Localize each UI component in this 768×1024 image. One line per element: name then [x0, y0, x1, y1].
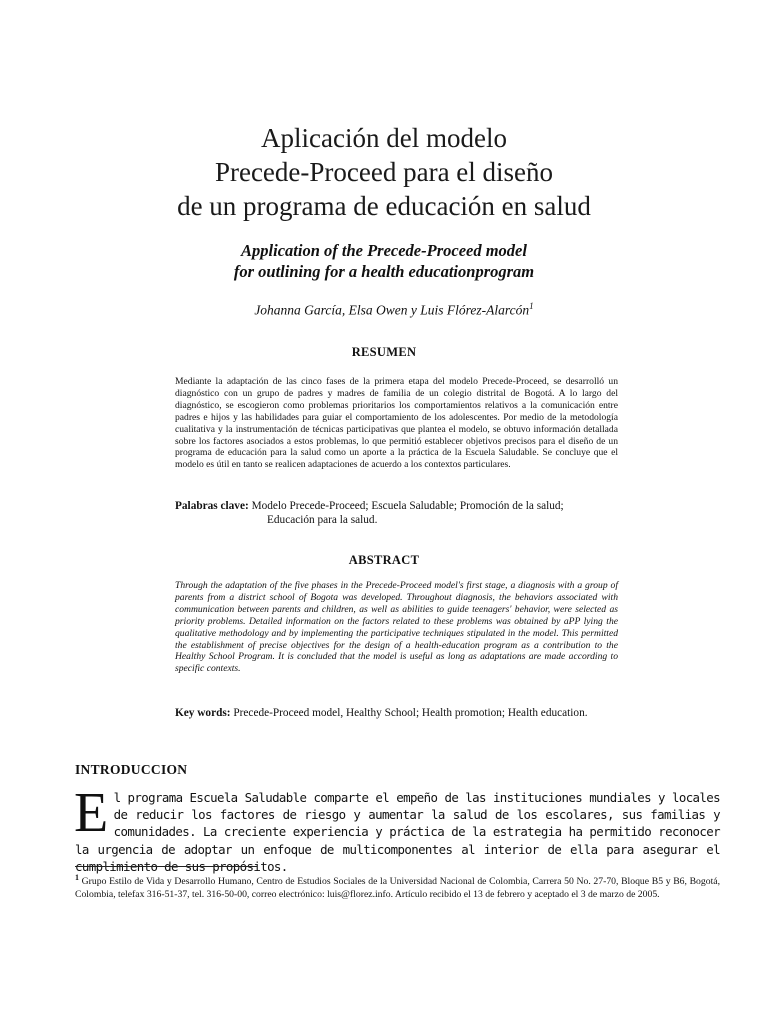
title-line-2: Precede-Proceed para el diseño — [214, 157, 554, 187]
introduction-heading: INTRODUCCION — [75, 762, 188, 777]
palabras-clave-line-2: Educación para la salud. — [267, 514, 378, 526]
english-title-line-2: for outlining for a health educationprogram — [233, 262, 535, 281]
key-words-label: Key words: — [175, 707, 231, 719]
resumen-heading: RESUMEN — [351, 345, 417, 359]
palabras-clave — [175, 499, 625, 527]
english-title — [0, 240, 768, 282]
palabras-clave-line-1: Modelo Precede-Proceed; Escuela Saludable; Promoción de la salud; — [251, 500, 564, 512]
abstract-heading: ABSTRACT — [348, 553, 420, 567]
author-names: Johanna García, Elsa Owen y Luis Flórez-Alarcón — [254, 302, 530, 318]
footnote-text: Grupo Estilo de Vida y Desarrollo Humano, Centro de Estudios Sociales de la Universidad Nacional de Colombia, Carrera 50 No. 27-70, Bloque B5 y B6, Bogotá, Colombia, telefax 316-51-37, tel. 316-50-00, correo electrónico: luis@florez.info. Artículo recibido el 13 de febrero y aceptado el 3 de marzo de 2005. — [75, 876, 721, 900]
palabras-clave-label: Palabras clave: — [175, 500, 249, 512]
footnote-marker: 1 — [75, 873, 79, 882]
footnote — [75, 872, 720, 901]
spanish-title — [0, 121, 768, 223]
drop-cap: E — [74, 782, 108, 844]
english-title-line-1: Application of the Precede-Proceed model — [241, 241, 527, 260]
footnote-divider — [75, 866, 257, 867]
author-footnote-marker: 1 — [529, 301, 534, 311]
authors-line — [0, 301, 768, 319]
abstract-body: Through the adaptation of the five phases in the Precede-Proceed model's first stage, a diagnosis with a group of parents from a district school of Bogota was developed. Throughout diagnosis, the behaviors associated with communication between parents and children, as well as abilities to guide teenagers' behavior, were selected as priority problems. Detailed information on the factors related to these problems was obtained by aPP lying the qualitative methodology and by implementing the participative techniques stipulated in the model. This permitted the establishment of precise objectives for the design of a health-education program as a contribution to the Healthy School Program. It is concluded that the model is useful as long as adaptations are made according to specific contexts. — [175, 580, 618, 675]
title-line-3: de un programa de educación en salud — [177, 191, 591, 221]
key-words — [175, 706, 625, 720]
key-words-text: Precede-Proceed model, Healthy School; Health promotion; Health education. — [233, 707, 588, 719]
introduction-paragraph — [74, 782, 720, 875]
resumen-body: Mediante la adaptación de las cinco fases de la primera etapa del modelo Precede-Proceed, se desarrolló un diagnóstico con un grupo de padres y madres de familia de un colegio distrital de Bogotá. A lo largo del diagnóstico, se escogieron como problemas prioritarios los comportamientos relativos a la comunicación entre padres e hijos y las habilidades para guiar el comportamiento de los adolescentes. Por medio de la metodología cualitativa y la instrumentación de técnicas participativas que plantea el modelo, se obtuvo información detallada sobre los factores asociados a estos problemas, lo que permitió establecer objetivos precisos para el diseño de un programa de educación para la salud como un aporte a la práctica de la Escuela Saludable. Se concluye que el modelo es útil en tanto se realicen adaptaciones de acuerdo a los contextos particulares. — [175, 376, 618, 471]
introduction-body: l programa Escuela Saludable comparte el empeño de las instituciones mundiales y locales de reducir los factores de riesgo y aumentar la salud de los escolares, sus familias y comunidades. La creciente experiencia y práctica de la estrategia ha permitido reconocer la urgencia de adoptar un enfoque de multicomponentes al interior de ella para asegurar el cumplimiento de sus propósitos. — [75, 790, 720, 874]
title-line-1: Aplicación del modelo — [261, 123, 507, 153]
